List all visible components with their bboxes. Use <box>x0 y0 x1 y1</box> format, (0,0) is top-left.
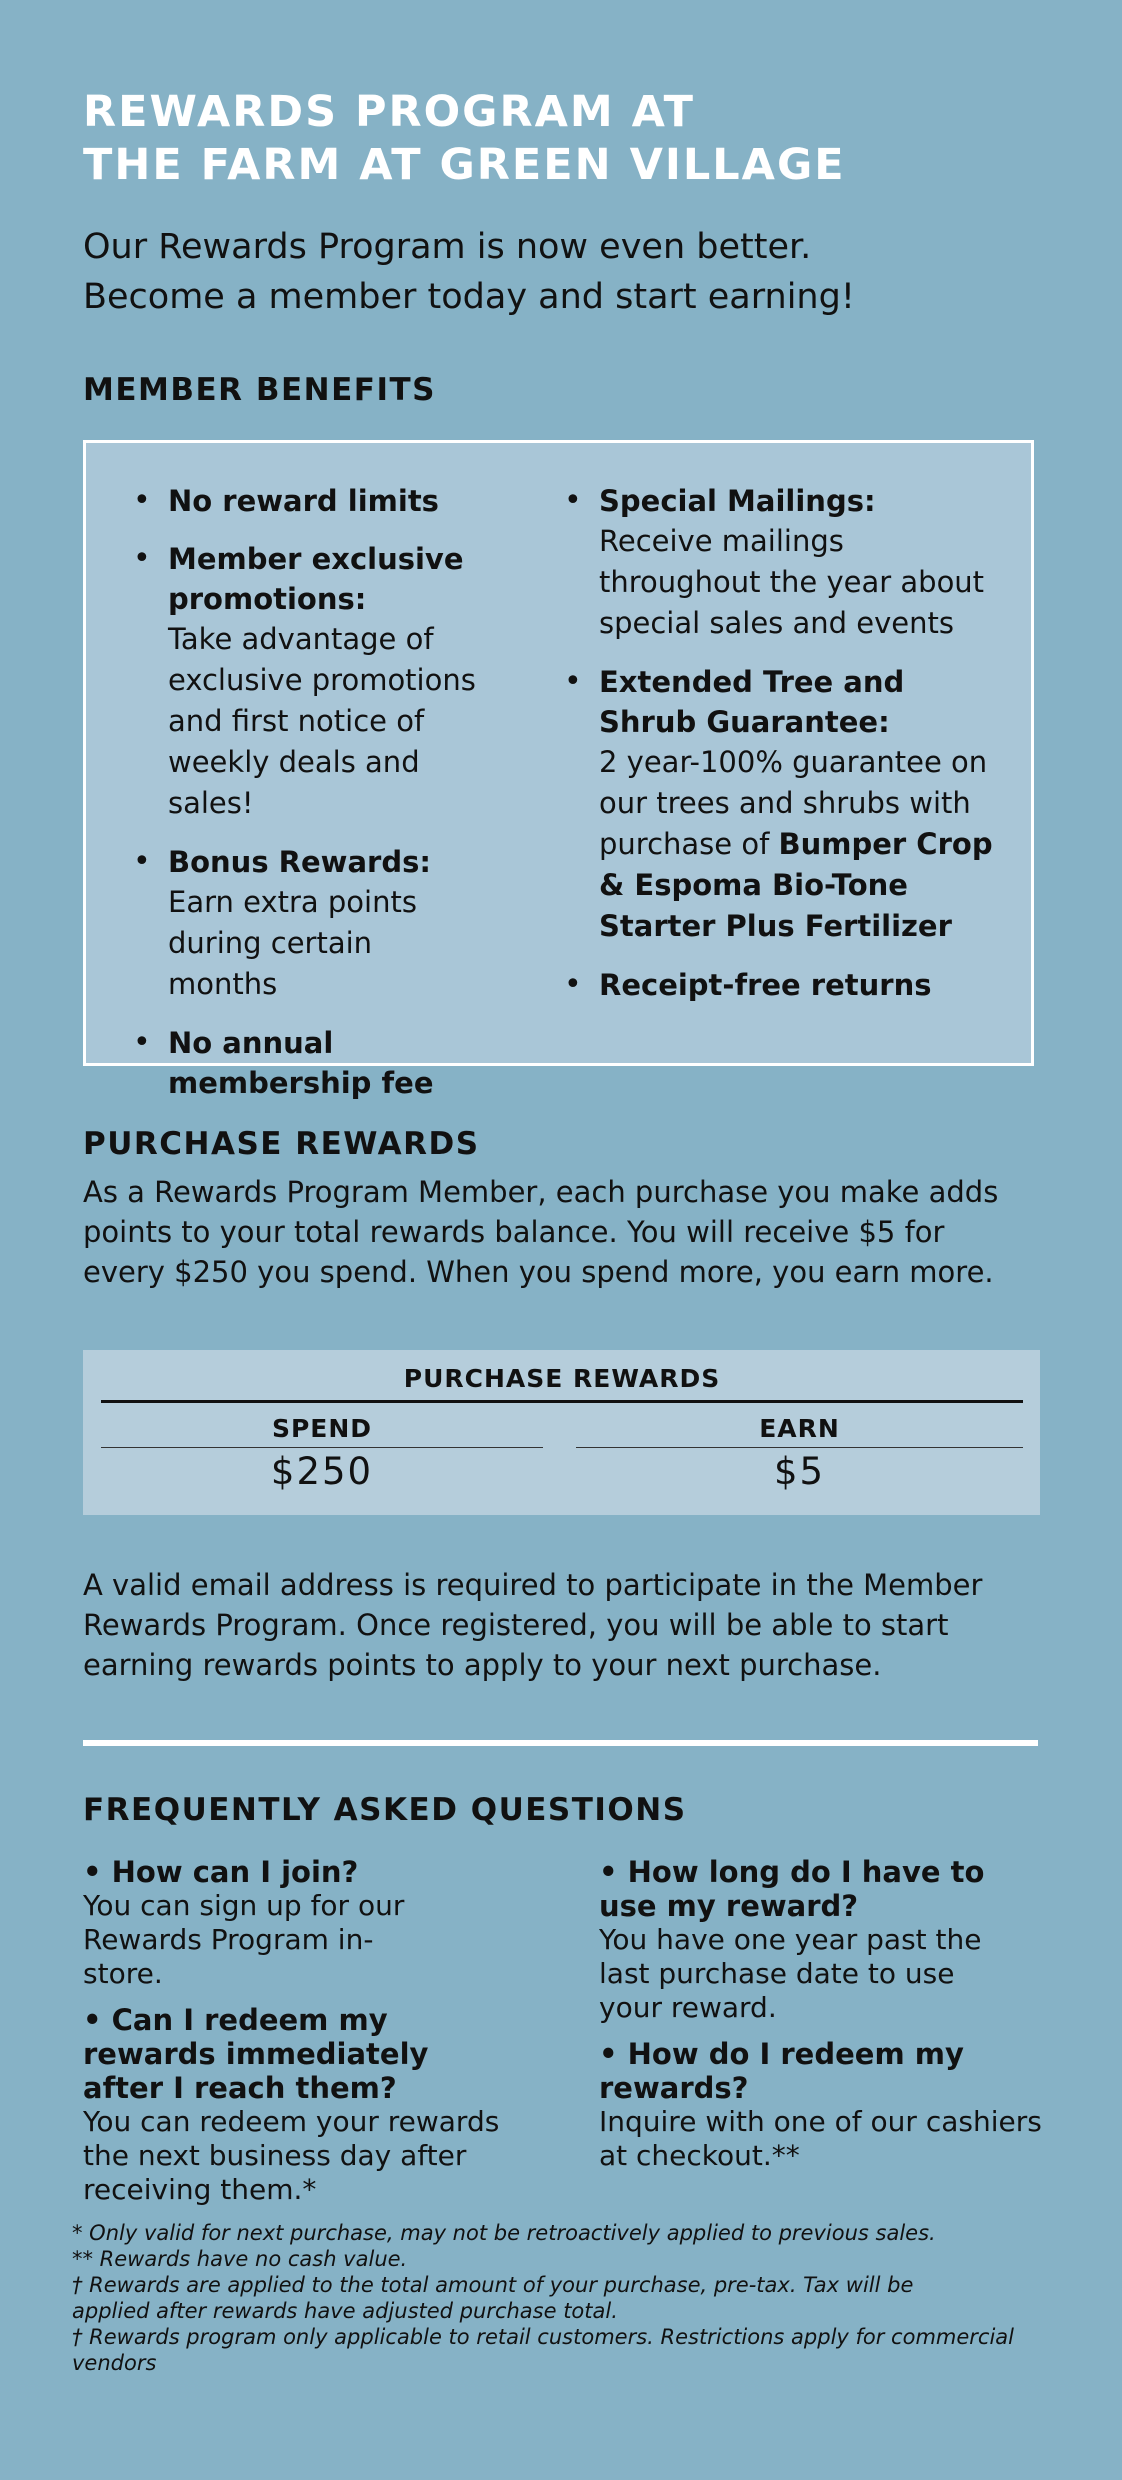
benefit-item <box>564 481 1014 644</box>
member-benefits-box <box>83 440 1034 1100</box>
email-requirement-note: A valid email address is required to participate in the Member Rewards Program. Once registered, you will be able to start earning rewards points to apply to your next purchase. <box>83 1568 983 1682</box>
earn-value: $5 <box>773 1450 826 1493</box>
title-line-2: THE FARM AT GREEN VILLAGE <box>83 140 846 190</box>
earn-label: EARN <box>576 1414 1023 1448</box>
benefit-text: Take advantage of exclusive promotions and first notice of weekly deals and sales! <box>168 622 476 820</box>
benefits-left-column <box>133 481 533 1121</box>
benefit-title: No reward limits <box>168 484 439 518</box>
benefits-right-column <box>564 481 1014 1023</box>
faq-answer: You can redeem your rewards the next business day after receiving them.* <box>83 2105 500 2206</box>
benefit-title: Receipt-free returns <box>599 968 932 1002</box>
faq-heading: FREQUENTLY ASKED QUESTIONS <box>83 1792 687 1828</box>
bullet-icon: • <box>564 967 582 1002</box>
benefit-text <box>599 742 999 947</box>
benefit-title: No annual membership fee <box>168 1026 434 1100</box>
benefit-item <box>564 965 1014 1005</box>
faq-answer: Inquire with one of our cashiers at checkout.** <box>599 2105 1042 2172</box>
faq-answer: You can sign up for our Rewards Program in-store. <box>83 1889 405 1990</box>
benefit-text: Earn extra points during certain months <box>168 885 417 1001</box>
page-title <box>83 86 846 192</box>
faq-question: • Can I redeem my rewards immediately after I reach them? <box>83 2003 429 2105</box>
faq-question: • How can I join? <box>83 1855 359 1889</box>
spend-column <box>101 1414 543 1496</box>
benefit-title: Special Mailings: <box>599 484 876 518</box>
faq-question: • How long do I have to use my reward? <box>599 1855 985 1923</box>
purchase-rewards-heading: PURCHASE REWARDS <box>83 1126 480 1162</box>
footnote-line: applied after rewards have adjusted purchase total. <box>72 2299 618 2323</box>
member-benefits-heading: MEMBER BENEFITS <box>83 372 436 408</box>
footnote-line: † Rewards program only applicable to retail customers. Restrictions apply for commercial <box>72 2325 1014 2349</box>
benefit-item <box>133 481 533 521</box>
benefit-title: Bonus Rewards: <box>168 845 431 879</box>
faq-right-column <box>599 1855 1049 2185</box>
bullet-icon: • <box>133 541 151 576</box>
faq-question: • How do I redeem my rewards? <box>599 2037 964 2105</box>
benefit-text-regular: 2 year-100% guarantee on our trees and shrubs with purchase of <box>599 745 988 861</box>
benefit-item <box>133 539 533 824</box>
bullet-icon: • <box>564 664 582 699</box>
purchase-rewards-table <box>83 1350 1040 1515</box>
footnotes <box>72 2220 1072 2376</box>
section-divider <box>83 1740 1038 1746</box>
footnote-line: † Rewards are applied to the total amount of your purchase, pre-tax. Tax will be <box>72 2273 914 2297</box>
faq-answer: You have one year past the last purchase date to use your reward. <box>599 1923 982 2024</box>
spend-label: SPEND <box>101 1414 543 1448</box>
table-title: PURCHASE REWARDS <box>101 1364 1023 1403</box>
intro-text <box>83 222 855 322</box>
intro-line-2: Become a member today and start earning! <box>83 277 855 317</box>
bullet-icon: • <box>133 1025 151 1060</box>
spend-value: $250 <box>270 1450 374 1493</box>
bullet-icon: • <box>133 844 151 879</box>
benefit-item <box>133 842 533 1005</box>
purchase-rewards-paragraph: As a Rewards Program Member, each purchase you make adds points to your total rewards balance. You will receive $5 for every $250 you spend. When you spend more, you earn more. <box>83 1175 999 1289</box>
benefit-title: Member exclusive promotions: <box>168 542 464 616</box>
benefit-title: Extended Tree and Shrub Guarantee: <box>599 665 905 739</box>
footnote-line: ** Rewards have no cash value. <box>72 2247 408 2271</box>
bullet-icon: • <box>133 483 151 518</box>
benefit-item <box>133 1023 533 1103</box>
title-line-1: REWARDS PROGRAM AT <box>83 87 695 137</box>
footnote-line: * Only valid for next purchase, may not be retroactively applied to previous sales. <box>72 2221 936 2245</box>
faq-left-column <box>83 1855 543 2219</box>
benefit-text-bold: Bumper Crop & Espoma Bio-Tone Starter Plus Fertilizer <box>599 827 993 943</box>
earn-column <box>576 1414 1023 1496</box>
intro-line-1: Our Rewards Program is now even better. <box>83 227 812 267</box>
bullet-icon: • <box>564 483 582 518</box>
benefit-item <box>564 662 1014 947</box>
footnote-line: vendors <box>72 2351 157 2375</box>
benefit-text: Receive mailings throughout the year about special sales and events <box>599 524 985 640</box>
